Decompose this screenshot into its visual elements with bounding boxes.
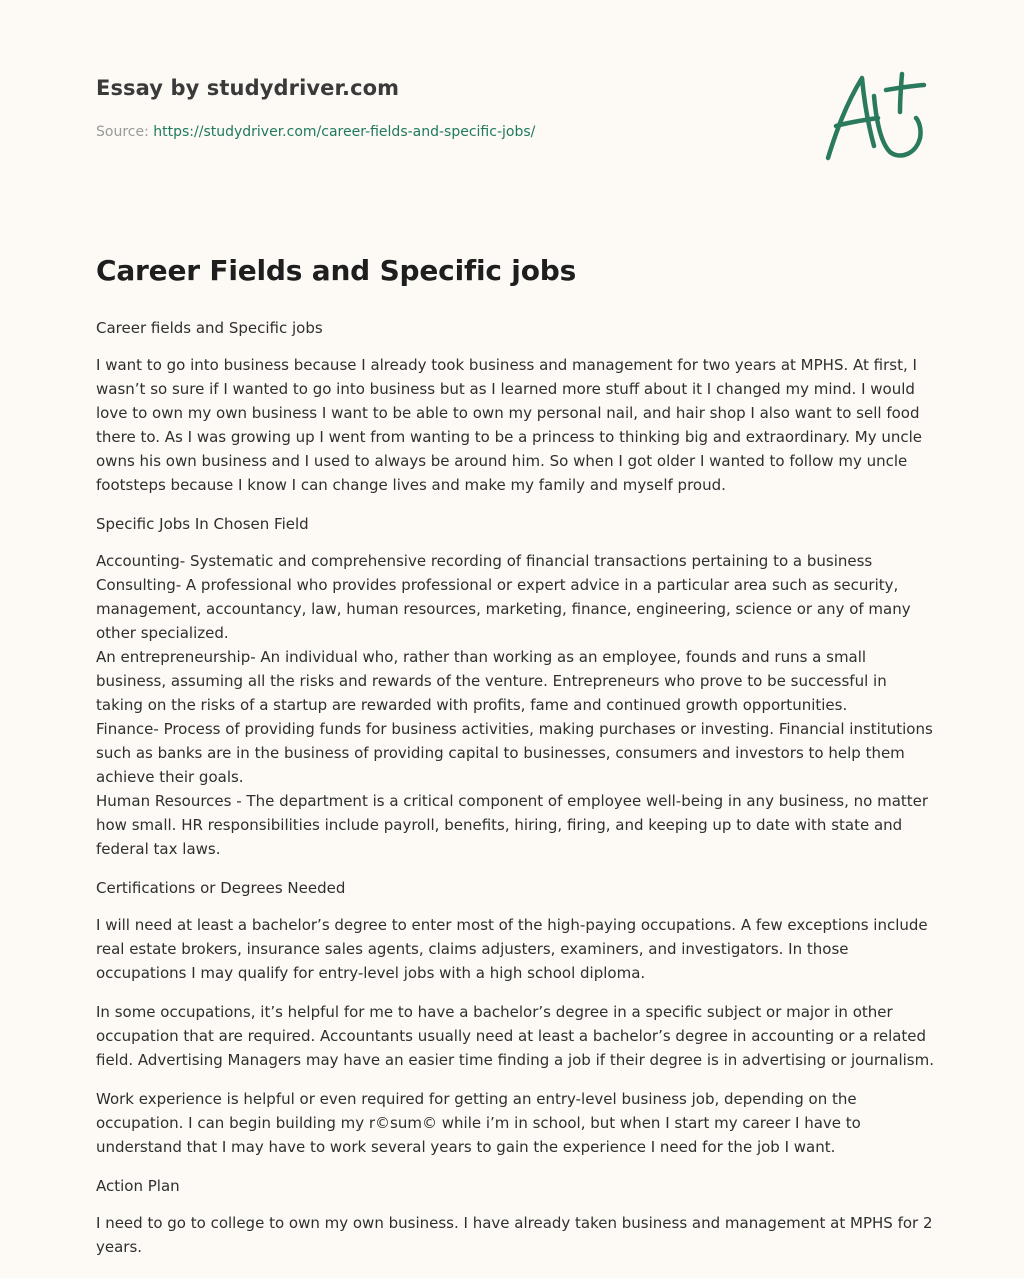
source-label: Source:: [96, 124, 149, 140]
document-body: [96, 316, 934, 1274]
job-finance: Finance- Process of providing funds for business activities, making purchases or investing. Financial institutions such as banks are in the business of providing capital to businesses, consumers and investors to help them achieve their goals.: [96, 720, 933, 786]
job-entrepreneurship: An entrepreneurship- An individual who, rather than working as an employee, founds and runs a small business, assuming all the risks and rewards of the venture. Entrepreneurs who prove to be successful in taking on the risks of a startup are rewarded with profits, fame and continued growth opportunities.: [96, 648, 887, 714]
jobs-list: [96, 549, 934, 861]
source-link[interactable]: https://studydriver.com/career-fields-and-specific-jobs/: [153, 124, 536, 140]
site-brand: Essay by studydriver.com: [96, 76, 400, 100]
document-title: Career Fields and Specific jobs: [96, 254, 577, 287]
section-heading-certifications: Certifications or Degrees Needed: [96, 879, 346, 897]
paragraph-certifications-1: I will need at least a bachelor’s degree to enter most of the high-paying occupations. A few exceptions include real estate brokers, insurance sales agents, claims adjusters, examiners, and investigators. In those occupations I may qualify for entry-level jobs with a high school diploma.: [96, 916, 928, 982]
job-consulting: Consulting- A professional who provides professional or expert advice in a particular area such as security, management, accountancy, law, human resources, marketing, finance, engineering, science or any of many other specialized.: [96, 576, 911, 642]
job-human-resources: Human Resources - The department is a critical component of employee well-being in any business, no matter how small. HR responsibilities include payroll, benefits, hiring, firing, and keeping up to date with state and federal tax laws.: [96, 792, 929, 858]
section-heading-intro: Career fields and Specific jobs: [96, 319, 323, 337]
paragraph-action-plan: I need to go to college to own my own business. I have already taken business and management at MPHS for 2 years.: [96, 1214, 933, 1256]
section-heading-action-plan: Action Plan: [96, 1177, 180, 1195]
job-accounting: Accounting- Systematic and comprehensive recording of financial transactions pertaining to a business: [96, 552, 873, 570]
source-line: [96, 124, 535, 140]
paragraph-intro: I want to go into business because I already took business and management for two years at MPHS. At first, I wasn’t so sure if I wanted to go into business but as I learned more stuff about it I changed my mind. I would love to own my own business I want to be able to own my personal nail, and hair shop I also want to sell food there to. As I was growing up I went from wanting to be a princess to thinking big and extraordinary. My uncle owns his own business and I used to always be around him. So when I got older I wanted to follow my uncle footsteps because I know I can change lives and make my family and myself proud.: [96, 356, 923, 494]
a-plus-logo-icon: [816, 66, 932, 166]
paragraph-certifications-2: In some occupations, it’s helpful for me to have a bachelor’s degree in a specific subject or major in other occupation that are required. Accountants usually need at least a bachelor’s degree in accounting or a related field. Advertising Managers may have an easier time finding a job if their degree is in advertising or journalism.: [96, 1003, 934, 1069]
section-heading-jobs: Specific Jobs In Chosen Field: [96, 515, 309, 533]
paragraph-certifications-3: Work experience is helpful or even required for getting an entry-level business job, depending on the occupation. I can begin building my r©sum© while i’m in school, but when I start my career I have to understand that I may have to work several years to gain the experience I need for the job I want.: [96, 1090, 861, 1156]
